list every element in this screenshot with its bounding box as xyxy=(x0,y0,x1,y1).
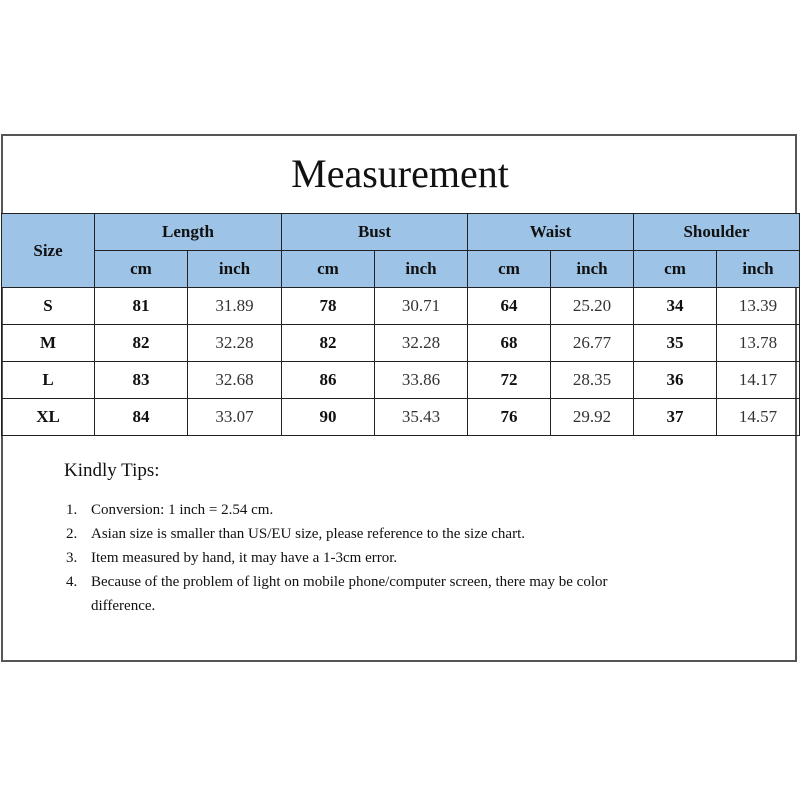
header-size: Size xyxy=(2,214,95,288)
tips-section xyxy=(64,460,651,618)
tips-title: Kindly Tips: xyxy=(64,460,160,481)
table-row xyxy=(2,362,800,399)
cm-value-cell: 35 xyxy=(634,325,717,362)
inch-value-cell: 33.86 xyxy=(375,362,468,399)
table-row xyxy=(2,325,800,362)
inch-value-cell: 35.43 xyxy=(375,399,468,436)
size-cell: S xyxy=(2,288,95,325)
header-unit-cm: cm xyxy=(634,251,717,288)
inch-value-cell: 32.28 xyxy=(375,325,468,362)
cm-value-cell: 68 xyxy=(468,325,551,362)
header-unit-cm: cm xyxy=(95,251,188,288)
cm-value-cell: 78 xyxy=(282,288,375,325)
header-row-groups xyxy=(2,214,800,251)
inch-value-cell: 32.28 xyxy=(188,325,282,362)
header-unit-inch: inch xyxy=(551,251,634,288)
cm-value-cell: 83 xyxy=(95,362,188,399)
inch-value-cell: 28.35 xyxy=(551,362,634,399)
page-title: Measurement xyxy=(291,151,509,196)
header-row-units xyxy=(2,251,800,288)
table-row xyxy=(2,399,800,436)
tip-number: 3. xyxy=(66,550,78,566)
header-unit-inch: inch xyxy=(375,251,468,288)
tip-item xyxy=(64,546,651,570)
inch-value-cell: 33.07 xyxy=(188,399,282,436)
tip-item xyxy=(64,570,651,618)
inch-value-cell: 31.89 xyxy=(188,288,282,325)
cm-value-cell: 37 xyxy=(634,399,717,436)
cm-value-cell: 90 xyxy=(282,399,375,436)
inch-value-cell: 13.39 xyxy=(717,288,800,325)
cm-value-cell: 82 xyxy=(95,325,188,362)
header-unit-cm: cm xyxy=(282,251,375,288)
cm-value-cell: 82 xyxy=(282,325,375,362)
cm-value-cell: 72 xyxy=(468,362,551,399)
tip-text: Asian size is smaller than US/EU size, please reference to the size chart. xyxy=(91,526,525,542)
cm-value-cell: 86 xyxy=(282,362,375,399)
header-bust: Bust xyxy=(282,214,468,251)
inch-value-cell: 14.57 xyxy=(717,399,800,436)
tip-item xyxy=(64,522,651,546)
size-table xyxy=(1,213,800,436)
tip-item xyxy=(64,498,651,522)
cm-value-cell: 81 xyxy=(95,288,188,325)
inch-value-cell: 30.71 xyxy=(375,288,468,325)
inch-value-cell: 26.77 xyxy=(551,325,634,362)
tip-number: 4. xyxy=(66,574,78,590)
inch-value-cell: 32.68 xyxy=(188,362,282,399)
tip-number: 1. xyxy=(66,502,78,518)
header-unit-inch: inch xyxy=(188,251,282,288)
tip-number: 2. xyxy=(66,526,78,542)
size-cell: XL xyxy=(2,399,95,436)
inch-value-cell: 13.78 xyxy=(717,325,800,362)
inch-value-cell: 25.20 xyxy=(551,288,634,325)
table-row xyxy=(2,288,800,325)
header-unit-inch: inch xyxy=(717,251,800,288)
header-shoulder: Shoulder xyxy=(634,214,800,251)
header-waist: Waist xyxy=(468,214,634,251)
tip-text: Conversion: 1 inch = 2.54 cm. xyxy=(91,502,274,518)
header-length: Length xyxy=(95,214,282,251)
inch-value-cell: 14.17 xyxy=(717,362,800,399)
cm-value-cell: 84 xyxy=(95,399,188,436)
tip-text: Item measured by hand, it may have a 1-3cm error. xyxy=(91,550,398,566)
tips-list xyxy=(64,498,651,618)
size-cell: M xyxy=(2,325,95,362)
cm-value-cell: 64 xyxy=(468,288,551,325)
cm-value-cell: 34 xyxy=(634,288,717,325)
inch-value-cell: 29.92 xyxy=(551,399,634,436)
size-cell: L xyxy=(2,362,95,399)
cm-value-cell: 36 xyxy=(634,362,717,399)
tip-text: Because of the problem of light on mobile phone/computer screen, there may be color difference. xyxy=(91,574,608,614)
cm-value-cell: 76 xyxy=(468,399,551,436)
header-unit-cm: cm xyxy=(468,251,551,288)
